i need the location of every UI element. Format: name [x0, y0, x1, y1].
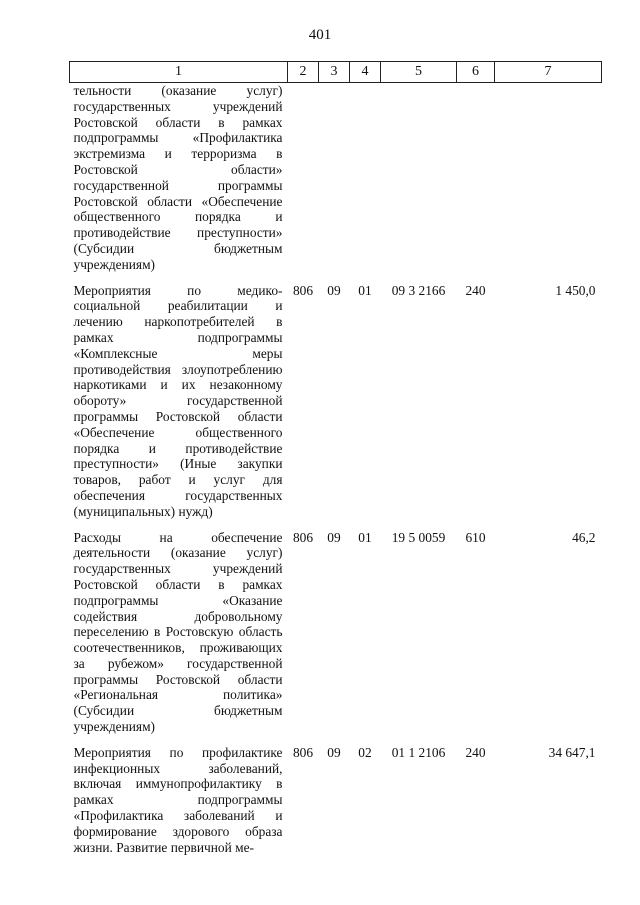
- ministry-code: 806: [292, 282, 314, 298]
- table-header-row: [70, 62, 602, 83]
- expense-type-code: 610: [465, 529, 486, 545]
- page-number: 401: [308, 27, 332, 43]
- row-description: Мероприятия по профилактике инфекционных заболеваний, включая иммунопрофилактику в рамках подпрограммы «Профилактика заболеваний и формирование здорового образа жизни. Развитие первичной ме-: [73, 744, 283, 855]
- section-code: 09: [327, 744, 341, 760]
- section-code: [319, 83, 350, 283]
- subsection-code: 02: [358, 744, 372, 760]
- row-description: тельности (оказание услуг) государственных учреждений Ростовской области в рамках подпрограммы «Профилактика экстремизма и терроризма в Ростовской области» государственной программы Ростовской области «Обеспечение общественного порядка и противодействие преступности» (Субсидии бюджетным учреждениям): [73, 83, 283, 272]
- expense-type-code: 240: [465, 744, 486, 760]
- ministry-code: [288, 83, 319, 283]
- amount: 34 647,1: [548, 744, 596, 760]
- expense-type-code: [457, 83, 495, 283]
- table-row: [70, 745, 602, 866]
- subsection-code: 01: [358, 282, 372, 298]
- target-article-code: 19 5 0059: [391, 529, 446, 545]
- row-description: Мероприятия по медико-социальной реабилитации и лечению наркопотребителей в рамках подпрограммы «Комплексные меры противодействия злоупотреблению наркотиками и их незаконному обороту» государственной программы Ростовской области «Обеспечение общественного порядка и противодействие преступности» (Иные закупки товаров, работ и услуг для обеспечения государственных (муниципальных) нужд): [73, 282, 283, 519]
- column-header: 6: [457, 62, 495, 83]
- section-code: 09: [327, 529, 341, 545]
- amount: [495, 83, 602, 283]
- ministry-code: 806: [292, 529, 314, 545]
- column-header: 3: [319, 62, 350, 83]
- section-code: 09: [327, 282, 341, 298]
- amount: 46,2: [572, 529, 596, 545]
- row-description: Расходы на обеспечение деятельности (оказание услуг) государственных учреждений Ростовской области в рамках подпрограммы «Оказание содействия добровольному переселению в Ростовскую область соотечественников, проживающих за рубежом» государственной программы Ростовской области «Региональная политика» (Субсидии бюджетным учреждениям): [73, 529, 283, 735]
- amount: 1 450,0: [555, 282, 596, 298]
- table-row: [70, 83, 602, 283]
- ministry-code: 806: [292, 744, 314, 760]
- target-article-code: 01 1 2106: [391, 744, 446, 760]
- budget-table: [69, 61, 602, 865]
- table-row: [70, 283, 602, 530]
- subsection-code: [350, 83, 381, 283]
- column-header: 1: [70, 62, 288, 83]
- column-header: 4: [350, 62, 381, 83]
- table-row: [70, 530, 602, 745]
- column-header: 2: [288, 62, 319, 83]
- column-header: 7: [495, 62, 602, 83]
- target-article-code: [381, 83, 457, 283]
- expense-type-code: 240: [465, 282, 486, 298]
- target-article-code: 09 3 2166: [391, 282, 446, 298]
- column-header: 5: [381, 62, 457, 83]
- subsection-code: 01: [358, 529, 372, 545]
